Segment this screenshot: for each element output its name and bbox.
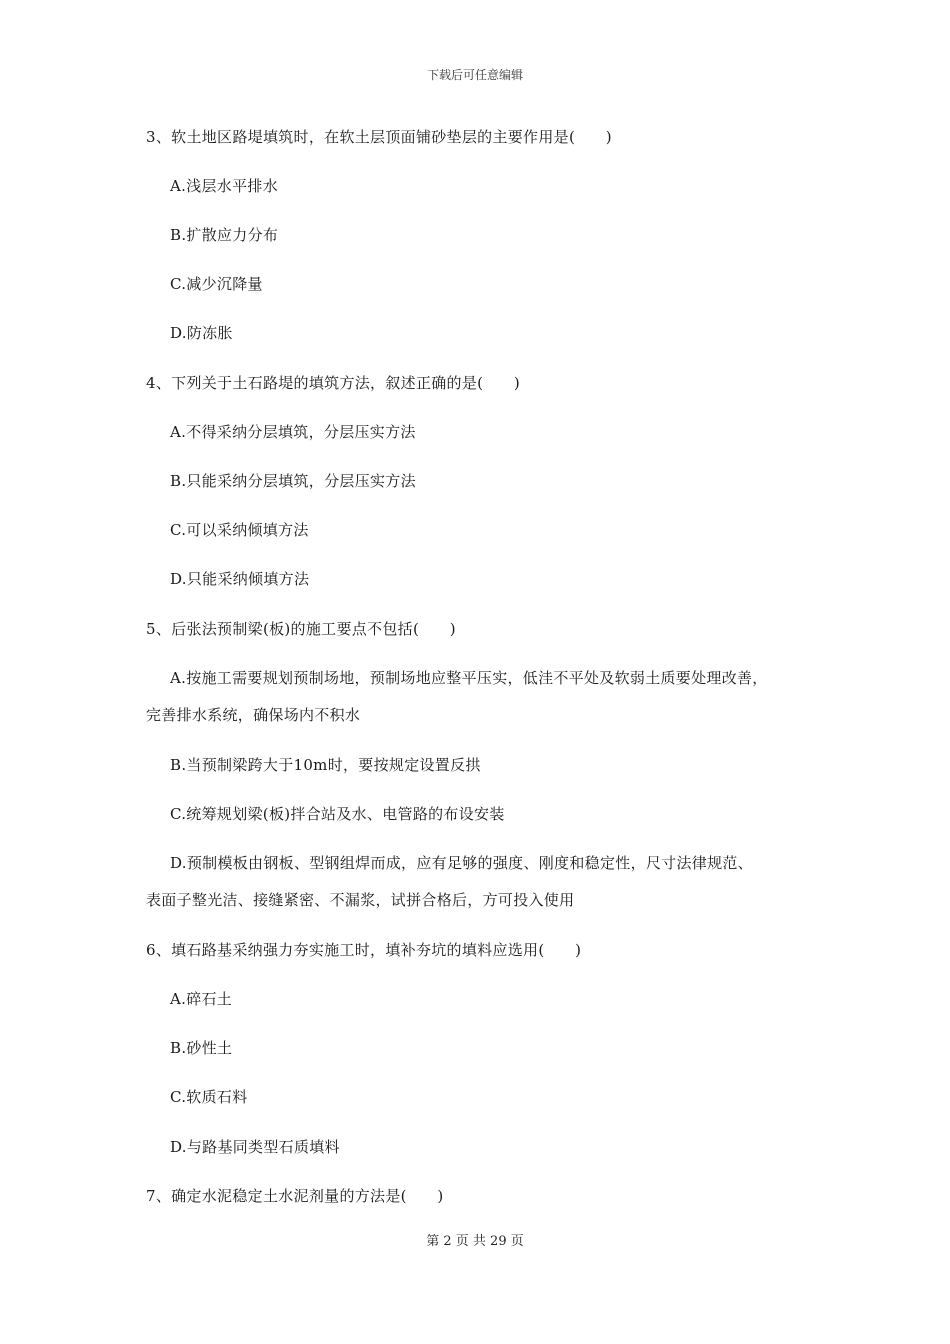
question-4-stem: 4、下列关于土石路堤的填筑方法，叙述正确的是( ) bbox=[146, 374, 521, 392]
question-5-option-d-continued: 表面子整光洁、接缝紧密、不漏浆，试拼合格后，方可投入使用 bbox=[146, 891, 575, 909]
question-5-option-a: A.按施工需要规划预制场地，预制场地应整平压实，低洼不平处及软弱土质要处理改善， bbox=[170, 669, 768, 687]
page-footer: 第 2 页 共 29 页 bbox=[426, 1234, 524, 1249]
question-3-option-a: A.浅层水平排水 bbox=[170, 177, 279, 195]
question-5-option-b: B.当预制梁跨大于10m时，要按规定设置反拱 bbox=[170, 756, 481, 774]
question-5-option-c: C.统筹规划梁(板)拌合站及水、电管路的布设安装 bbox=[170, 805, 505, 823]
question-3-option-b: B.扩散应力分布 bbox=[170, 226, 279, 244]
question-6-option-b: B.砂性土 bbox=[170, 1039, 233, 1057]
question-6-stem: 6、填石路基采纳强力夯实施工时，填补夯坑的填料应选用( ) bbox=[146, 941, 582, 959]
question-3-stem: 3、软土地区路堤填筑时，在软土层顶面铺砂垫层的主要作用是( ) bbox=[146, 128, 612, 146]
question-7-stem: 7、确定水泥稳定土水泥剂量的方法是( ) bbox=[146, 1187, 444, 1205]
page-header: 下载后可任意编辑 bbox=[426, 68, 523, 82]
question-6-option-a: A.碎石土 bbox=[170, 990, 233, 1008]
question-4-option-b: B.只能采纳分层填筑，分层压实方法 bbox=[170, 472, 416, 490]
question-5-option-a-continued: 完善排水系统，确保场内不积水 bbox=[146, 706, 361, 724]
question-4-option-d: D.只能采纳倾填方法 bbox=[170, 570, 310, 588]
question-5-stem: 5、后张法预制梁(板)的施工要点不包括( ) bbox=[146, 620, 456, 638]
question-3-option-d: D.防冻胀 bbox=[170, 324, 233, 342]
question-5-option-d: D.预制模板由钢板、型钢组焊而成，应有足够的强度、刚度和稳定性，尺寸法律规范、 bbox=[170, 854, 753, 872]
question-4-option-c: C.可以采纳倾填方法 bbox=[170, 521, 309, 539]
question-6-option-c: C.软质石料 bbox=[170, 1088, 248, 1106]
question-3-option-c: C.减少沉降量 bbox=[170, 275, 263, 293]
question-6-option-d: D.与路基同类型石质填料 bbox=[170, 1138, 340, 1156]
question-4-option-a: A.不得采纳分层填筑，分层压实方法 bbox=[170, 423, 416, 441]
